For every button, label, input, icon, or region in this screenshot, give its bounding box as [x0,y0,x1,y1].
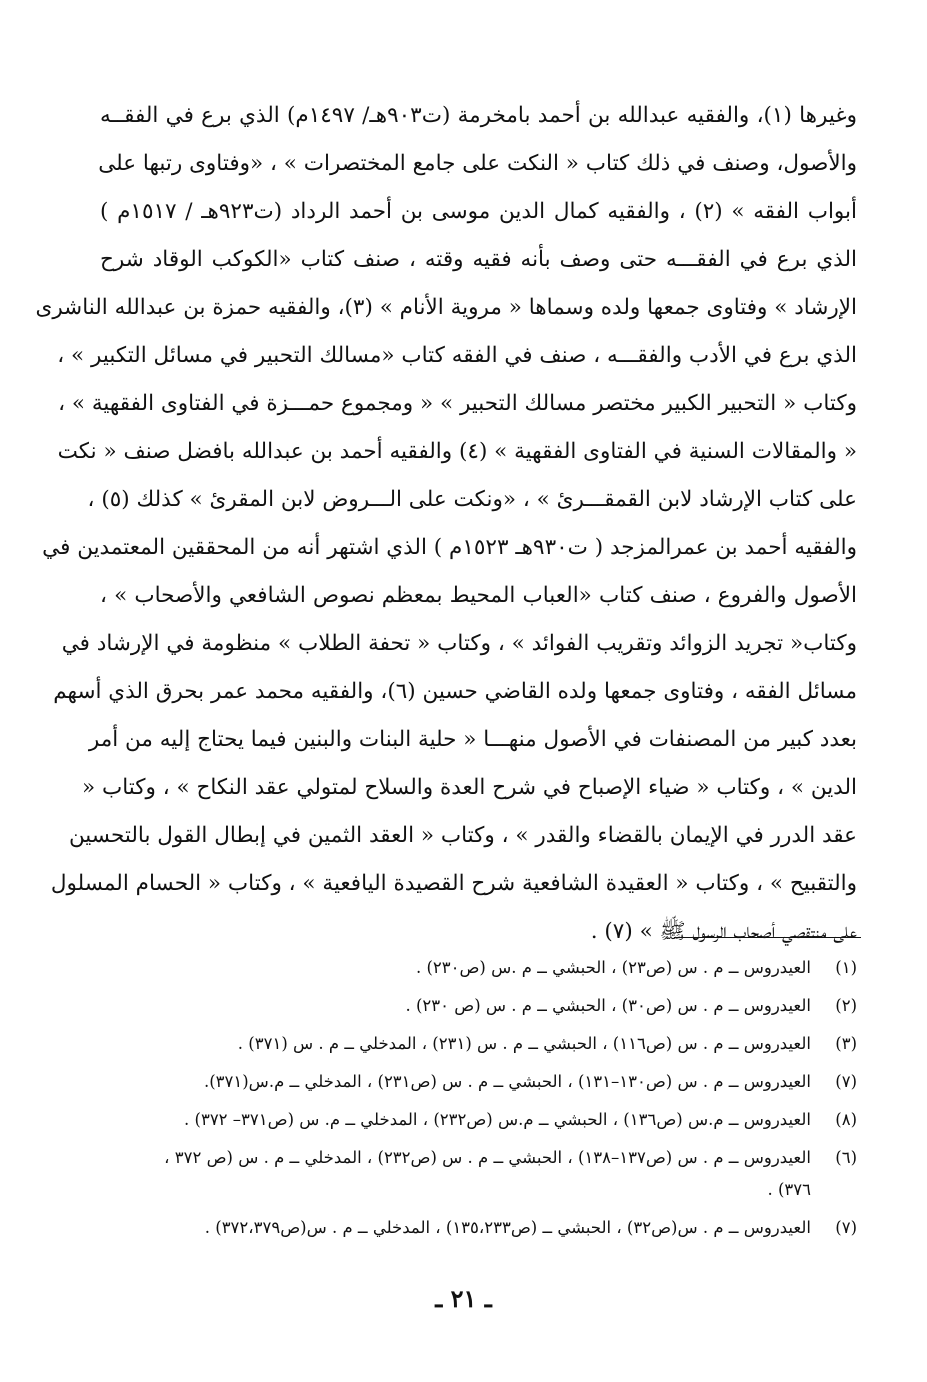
body-line: « والمقالات السنية في الفتاوى الفقهية » (٤) والفقيه أحمد بن عبدالله بافضل صنف « نكت [57,439,857,464]
footnote-number: (٧) [835,1072,857,1091]
footnote-text: العيدروس ــ م . س(ص٣٢) ، الحبشي ــ (ص١٣٥،٢٣٣) ، المدخلي ــ م . س(ص٣٧٢،٣٧٩) . [204,1218,811,1237]
footnote-text: العيدروس ــ م . س (ص١٣٧–١٣٨) ، الحبشي ــ م . س (ص٢٣٢) ، المدخلي ــ م . س (ص ٣٧٢ ، ٣٧٦) . [164,1148,811,1199]
body-line: الإرشاد » وفتاوى جمعها ولده وسماها « مروية الأنام » (٣)، والفقيه حمزة بن عبدالله الناشرى [35,295,857,320]
footnote-text: العيدروس ــ م . س (ص١٣٠–١٣١) ، الحبشي ــ م . س (ص٢٣١) ، المدخلي ــ م.س(٣٧١). [203,1072,811,1091]
body-line: وغيرها (١)، والفقيه عبدالله بن أحمد بامخرمة (ت٩٠٣هـ/ ١٤٩٧م) الذي برع في الفقــه [100,103,857,128]
body-line: والتقبيح » ، وكتاب « العقيدة الشافعية شرح القصيدة اليافعية » ، وكتاب « الحسام المسلول [50,871,857,896]
body-line: على كتاب الإرشاد لابن القمقـــرئ » ، «ونكت على الـــروض لابن المقرئ » كذلك (٥) ، [87,487,857,512]
body-line: والأصول، وصنف في ذلك كتاب « النكت على جامع المختصرات » ، «وفتاوى رتبها على [98,151,857,176]
body-line: الذي برع في الأدب والفقـــه ، صنف في الفقه كتاب «مسالك التحبير في مسائل التكبير » ، [57,343,857,368]
body-line: وكتاب« تجريد الزوائد وتقريب الفوائد » ، وكتاب « تحفة الطلاب » منظومة في الإرشاد في [61,631,857,656]
footnote [150,1028,857,1060]
body-line: الذي برع في الفقـــه حتى وصف بأنه فقيه وقته ، صنف كتاب «الكوكب الوقاد شرح [100,247,857,272]
footnote-text: العيدروس ــ م.س (ص١٣٦) ، الحبشي ــ م.س (ص٢٣٢) ، المدخلي ــ م. س (ص٣٧١– ٣٧٢) . [184,1110,811,1129]
body-line: عقد الدرر في الإيمان بالقضاء والقدر » ، وكتاب « العقد الثمين في إبطال القول بالتحسين [68,823,857,848]
body-line: وكتاب « التحبير الكبير مختصر مسالك التحبير » « ومجموع حمـــزة في الفتاوى الفقهية » ، [58,391,857,416]
footnote-text: العيدروس ــ م . س (ص٢٣) ، الحبشي ــ م .س (ص٢٣٠) . [415,958,811,977]
footnote-text: العيدروس ــ م . س (ص٣٠) ، الحبشي ــ م . س (ص ٢٣٠) . [405,996,811,1015]
page-number: ـ ٢١ ـ [435,1284,492,1313]
body-line: الدين » ، وكتاب « ضياء الإصباح في شرح العدة والسلاح لمتولي عقد النكاح » ، وكتاب « [82,775,857,800]
footnote-number: (٢) [835,996,857,1015]
body-line: والفقيه أحمد بن عمرالمزجد ( ت٩٣٠هـ ١٥٢٣م ) الذي اشتهر أنه من المحققين المعتمدين في [42,535,857,560]
footnote [150,1212,857,1244]
footnote-number: (٦) [835,1148,857,1167]
footnote-number: (٧) [835,1218,857,1237]
body-line: بعدد كبير من المصنفات في الأصول منهـــا « حلية البنات والبنين فيما يحتاج إليه من أمر [88,727,857,752]
footnote [150,1104,857,1136]
footnote-number: (١) [835,958,857,977]
footnote [150,1142,857,1206]
footnotes-list [150,952,857,1250]
footnote-number: (٨) [835,1110,857,1129]
footnote [150,1066,857,1098]
body-line: أبواب الفقه » (٢) ، والفقيه كمال الدين موسى بن أحمد الرداد (ت٩٢٣هـ / ١٥١٧م ) [100,199,857,224]
footnote [150,952,857,984]
footnote-number: (٣) [835,1034,857,1053]
body-line: الأصول والفروع ، صنف كتاب «العباب المحيط بمعظم نصوص الشافعي والأصحاب » ، [100,583,857,608]
body-line: على منتقصي أصحاب الرسول ﷺ » (٧) . [590,919,857,944]
body-text [35,92,857,956]
footnote-text: العيدروس ــ م . س (ص١١٦) ، الحبشي ــ م . س (٢٣١) ، المدخلي ــ م . س (٣٧١) . [237,1034,811,1053]
footnote-separator [674,937,861,938]
footnote [150,990,857,1022]
body-line: مسائل الفقه ، وفتاوى جمعها ولده القاضي حسين (٦)، والفقيه محمد عمر بحرق الذي أسهم [53,679,857,704]
